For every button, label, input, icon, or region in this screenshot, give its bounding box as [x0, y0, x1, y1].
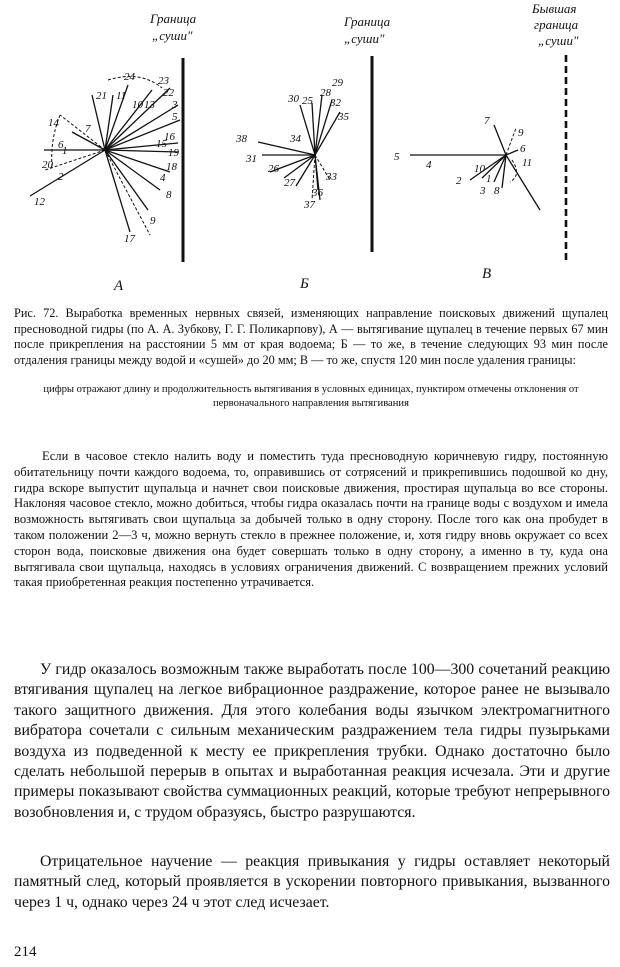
- label-a-4: 4: [160, 172, 166, 184]
- numbers-c: [394, 115, 532, 197]
- label-a-8: 8: [166, 189, 172, 201]
- label-a-18: 18: [166, 161, 177, 173]
- label-b-35: 35: [338, 111, 349, 123]
- label-c-2: 2: [456, 175, 462, 187]
- label-a-10: 10: [132, 99, 143, 111]
- label-b-30: 30: [288, 93, 299, 105]
- border-label-b-2: „суши": [344, 31, 385, 46]
- border-label-c-2: граница: [534, 17, 579, 32]
- tentacle-lines-b: [258, 95, 340, 200]
- label-a-14: 14: [48, 117, 59, 129]
- label-b-25: 25: [302, 95, 313, 107]
- panel-label-c: В: [482, 266, 492, 282]
- label-a-22: 22: [163, 87, 174, 99]
- label-c-11: 11: [522, 157, 533, 169]
- label-a-9: 9: [150, 215, 156, 227]
- body-paragraph-2: Отрицательное научение — реакция привыкания у гидры оставляет некоторый памятный след, который проявляется в ускорении повторного привыкания, вызванного через 1 ч, однако через 24 ч этот след исчезает.: [14, 853, 610, 911]
- label-c-5: 5: [394, 151, 400, 163]
- label-a-17: 17: [124, 233, 135, 245]
- border-label-c-3: „суши": [538, 33, 579, 48]
- numbers-b: [235, 77, 350, 211]
- label-c-8: 8: [494, 185, 500, 197]
- label-a-6: 6: [58, 139, 64, 151]
- label-b-36: 36: [312, 187, 323, 199]
- label-a-13: 13: [144, 99, 155, 111]
- label-a-20: 20: [42, 159, 53, 171]
- label-a-12: 12: [34, 196, 45, 208]
- page-number: 214: [14, 944, 37, 960]
- small-print-paragraph: Если в часовое стекло налить воду и поместить туда пресноводную коричневую гидру, постоянную обитательницу почти каждого водоема, то, оправившись от сотрясений и прикрепившись подошвой ко дну, гидра вскоре выпустит щупальца и начнет свои поисковые движения, простирая щупальца во все стороны. Наклоняя часовое стекло, можно добиться, чтобы гидра оказалась почти на границе воды с воздухом и имела возможность вытягивать свои щупальца за добычей только в одну сторону. После того как она пробудет в таком положении 2—3 ч, можно вернуть стекло в прежнее положение, и, хотя гидру вновь окружает со всех сторон вода, поисковые движения она будет совершать только в одну сторону, а именно в ту, куда она вытягивала свои щупальца, находясь в условиях ограничения движений. С возвращением прежних условий такая приобретенная реакция постепенно утрачивается.: [14, 449, 608, 590]
- panel-a: [30, 11, 197, 294]
- label-a-19: 19: [168, 147, 179, 159]
- label-c-3: 3: [480, 185, 486, 197]
- label-a-3: 3: [172, 99, 178, 111]
- figure-72: [0, 0, 620, 300]
- label-a-11: 11: [116, 90, 127, 102]
- label-b-29: 29: [332, 77, 343, 89]
- label-a-7: 7: [85, 123, 91, 135]
- label-b-38: 38: [236, 133, 247, 145]
- label-b-37: 37: [304, 199, 315, 211]
- label-b-34: 34: [290, 133, 301, 145]
- label-b-32: 32: [330, 97, 341, 109]
- label-c-1: 1: [486, 173, 492, 185]
- label-c-4: 4: [426, 159, 432, 171]
- border-label-a-2: „суши": [152, 28, 193, 43]
- panel-label-b: Б: [300, 276, 309, 292]
- label-b-31: 31: [246, 153, 257, 165]
- label-b-28: 28: [320, 87, 331, 99]
- label-b-26: 26: [268, 163, 279, 175]
- label-b-27: 27: [284, 177, 295, 189]
- label-a-21: 21: [96, 90, 107, 102]
- label-c-9: 9: [518, 127, 524, 139]
- border-label-c-1: Бывшая: [532, 1, 577, 16]
- label-c-10: 10: [474, 163, 485, 175]
- numbers-a: [34, 71, 180, 245]
- label-a-1: 1: [62, 145, 68, 157]
- label-c-6: 6: [520, 143, 526, 155]
- label-a-23: 23: [158, 75, 169, 87]
- panel-label-a: А: [114, 278, 124, 294]
- border-label-b-1: Граница: [344, 14, 391, 29]
- panel-b: [235, 14, 391, 292]
- figure-caption: Рис. 72. Выработка временных нервных связей, изменяющих направление поисковых движений щупалец пресноводной гидры (по А. А. Зубкову, Г. Г. Поликарпову), А — вытягивание щупалец в течение первых 67 мин после прикрепления на расстоянии 5 мм от края водоема; Б — то же, в течение следующих 93 мин после отдаления границы между водой и «сушей» до 20 мм; В — то же, спустя 120 мин после удаления границы:: [14, 306, 608, 367]
- label-a-16: 16: [164, 131, 175, 143]
- body-paragraph-1: У гидр оказалось возможным также выработать после 100—300 сочетаний реакцию втягивания щупалец на легкое вибрационное раздражение, которое ранее не вызывало такого защитного движения. Для этого колебания воды язычком электромагнитного вибратора сочетали с сильным механическим раздражением тела гидры пузырьками воздуха из подведенной к месту ее прикрепления трубки. Однако достаточно было сделать небольшой перерыв в опытах и выработанная реакция исчезала. Эти и другие примеры показывают свойства суммационных реакций, которые требуют непрерывного возобновления и, с трудом образуясь, быстро разрушаются.: [14, 661, 610, 821]
- figure-caption-note: цифры отражают длину и продолжительность вытягивания в условных единицах, пунктиром отмечены отклонения от первоначального направления вытягивания: [43, 384, 579, 409]
- panel-c: [394, 1, 579, 282]
- figure-72-drawing: [0, 0, 620, 300]
- label-c-7: 7: [484, 115, 490, 127]
- border-label-a-1: Граница: [150, 11, 197, 26]
- label-a-5: 5: [172, 111, 178, 123]
- label-a-24: 24: [124, 71, 135, 83]
- label-a-2: 2: [58, 171, 64, 183]
- label-a-15: 15: [156, 138, 167, 150]
- label-b-33: 33: [326, 171, 337, 183]
